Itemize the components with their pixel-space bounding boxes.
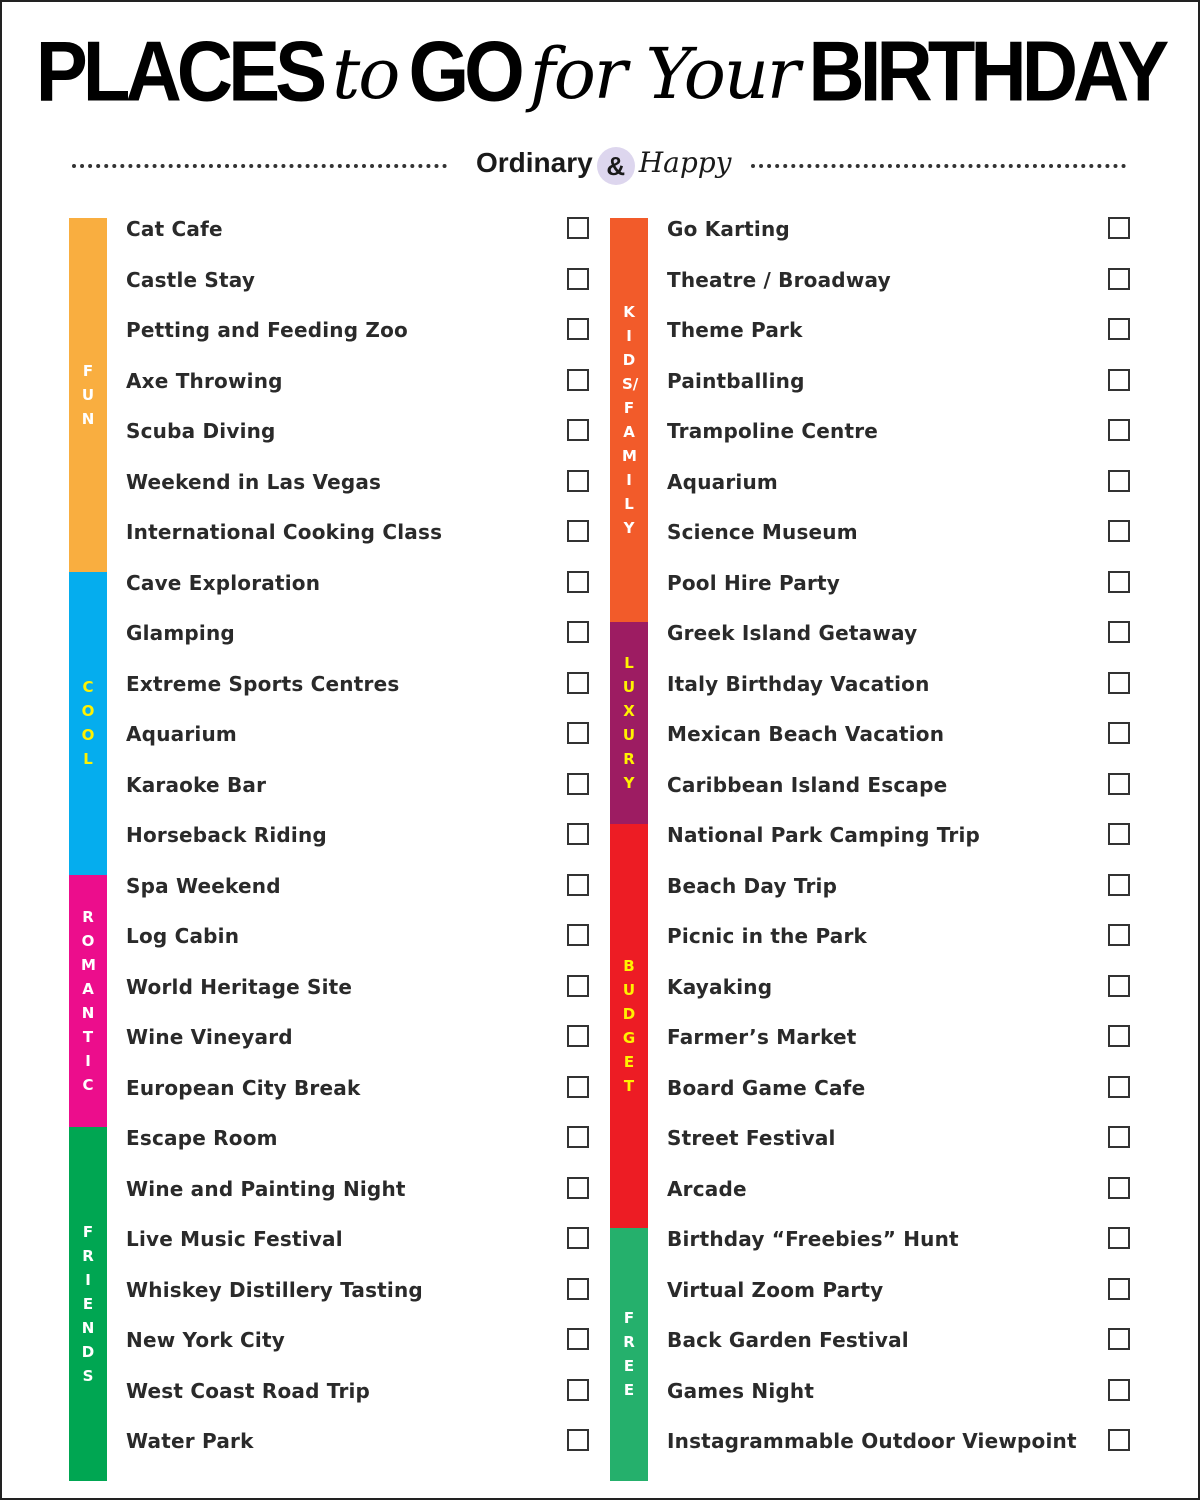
checklist-item (126, 1012, 589, 1062)
category-bar-friends (69, 1127, 107, 1481)
category-bar-cool (69, 572, 107, 875)
checkbox[interactable] (567, 1278, 589, 1300)
checklist-item-label: Farmer’s Market (667, 1025, 857, 1049)
brand-logo (476, 146, 731, 185)
checklist-item (126, 709, 589, 759)
page-title (2, 22, 1198, 120)
checklist-item (667, 608, 1130, 658)
checklist-item-label: Paintballing (667, 368, 805, 393)
checklist-item (667, 1366, 1130, 1416)
checklist-item-label: Water Park (126, 1429, 254, 1453)
checklist-item (667, 1416, 1130, 1466)
checkbox[interactable] (567, 1379, 589, 1401)
checkbox[interactable] (1108, 1227, 1130, 1249)
checkbox[interactable] (1108, 874, 1130, 896)
brand-ampersand-badge: & (597, 147, 635, 185)
checkbox[interactable] (1108, 672, 1130, 694)
checklist-item (126, 810, 589, 860)
checklist-item (667, 406, 1130, 456)
checklist-item-label: Live Music Festival (126, 1227, 343, 1251)
checklist-item (667, 305, 1130, 355)
checklist-item (126, 255, 589, 305)
brand-word-ordinary: Ordinary (476, 147, 593, 178)
checklist-item-label: Cat Cafe (126, 217, 223, 241)
checklist-item (667, 760, 1130, 810)
category-bar-kids-family (610, 218, 648, 622)
checkbox[interactable] (567, 369, 589, 391)
checklist-item-label: Mexican Beach Vacation (667, 722, 945, 746)
checkbox[interactable] (567, 874, 589, 896)
dotted-divider-right (751, 164, 1126, 168)
checkbox[interactable] (1108, 924, 1130, 946)
checklist-item (126, 558, 589, 608)
category-label: LUXURY (622, 654, 636, 792)
checklist-item (126, 507, 589, 557)
checkbox[interactable] (1108, 470, 1130, 492)
checklist-item (667, 204, 1130, 254)
checkbox[interactable] (567, 318, 589, 340)
checklist-item (126, 962, 589, 1012)
checklist-item-label: Castle Stay (126, 267, 256, 292)
brand-word-happy: Happy (638, 146, 732, 179)
checklist-item (126, 760, 589, 810)
checklist-item (126, 608, 589, 658)
checklist-item-label: Science Museum (667, 520, 858, 544)
checklist-item-label: Board Game Cafe (667, 1075, 866, 1100)
checkbox[interactable] (567, 773, 589, 795)
checkbox[interactable] (567, 621, 589, 643)
checkbox[interactable] (1108, 419, 1130, 441)
checkbox[interactable] (1108, 268, 1130, 290)
category-label: ROMANTIC (81, 907, 96, 1094)
checkbox[interactable] (1108, 369, 1130, 391)
checklist-item-label: Wine Vineyard (126, 1025, 293, 1049)
checkbox[interactable] (567, 975, 589, 997)
checkbox[interactable] (1108, 520, 1130, 542)
checklist-item (126, 1315, 589, 1365)
checkbox[interactable] (567, 924, 589, 946)
checklist-item-label: Virtual Zoom Party (667, 1277, 884, 1302)
checklist-item (667, 558, 1130, 608)
brand-byline (64, 140, 1134, 190)
checklist-item-label: Arcade (667, 1176, 747, 1201)
checkbox[interactable] (567, 217, 589, 239)
checklist-item-label: New York City (126, 1328, 285, 1352)
checklist-item-label: World Heritage Site (126, 974, 353, 999)
checklist-item (126, 1416, 589, 1466)
checklist-item-label: Spa Weekend (126, 873, 281, 898)
category-bar-budget (610, 824, 648, 1228)
checklist-item (667, 962, 1130, 1012)
checklist-item-label: Scuba Diving (126, 419, 276, 443)
checklist-item (667, 356, 1130, 406)
checklist-item-label: Beach Day Trip (667, 873, 838, 898)
checklist-item-label: Theatre / Broadway (667, 267, 891, 292)
title-word-go: GO (408, 22, 520, 120)
checkbox[interactable] (1108, 318, 1130, 340)
checklist-item-label: Instagrammable Outdoor Viewpoint (667, 1429, 1077, 1453)
checklist-item (126, 659, 589, 709)
category-bar-free (610, 1228, 648, 1481)
checklist-item (667, 1315, 1130, 1365)
checklist-item (667, 659, 1130, 709)
checklist-item (667, 1113, 1130, 1163)
category-label: FUN (81, 361, 95, 428)
checklist-item-label: Axe Throwing (126, 368, 283, 393)
checklist-item-label: Horseback Riding (126, 823, 327, 847)
checklist-item-label: Escape Room (126, 1126, 278, 1150)
checkbox[interactable] (567, 1429, 589, 1451)
checklist-item-label: Pool Hire Party (667, 570, 841, 595)
checkbox[interactable] (567, 1328, 589, 1350)
checkbox[interactable] (1108, 1076, 1130, 1098)
checklist-item-label: Picnic in the Park (667, 924, 868, 948)
checkbox[interactable] (1108, 621, 1130, 643)
checklist-item (126, 1214, 589, 1264)
checkbox[interactable] (567, 1025, 589, 1047)
checklist-item-label: Go Karting (667, 217, 790, 241)
checklist-item (667, 1214, 1130, 1264)
checklist-item (126, 305, 589, 355)
checkbox[interactable] (567, 672, 589, 694)
checkbox[interactable] (567, 1177, 589, 1199)
title-word-birthday: BIRTHDAY (808, 22, 1165, 120)
checkbox[interactable] (567, 1227, 589, 1249)
checkbox[interactable] (1108, 1278, 1130, 1300)
checklist-item-label: Log Cabin (126, 924, 240, 948)
checklist-item-label: Aquarium (667, 469, 778, 494)
checklist-item (667, 1063, 1130, 1113)
checklist-item (126, 204, 589, 254)
checklist-item-label: European City Break (126, 1075, 361, 1100)
checklist-item (126, 861, 589, 911)
checklist-item-label: West Coast Road Trip (126, 1378, 371, 1403)
checklist-item (667, 255, 1130, 305)
checklist-item-label: Weekend in Las Vegas (126, 469, 382, 494)
checklist-item (667, 810, 1130, 860)
checkbox[interactable] (1108, 1126, 1130, 1148)
checklist-item (667, 1164, 1130, 1214)
category-bar-romantic (69, 875, 107, 1128)
category-bar-fun (69, 218, 107, 572)
category-label: BUDGET (622, 957, 636, 1095)
checklist-item (667, 861, 1130, 911)
category-label: FRIENDS (81, 1222, 95, 1385)
title-word-to: to (332, 33, 399, 115)
checklist-item (667, 1012, 1130, 1062)
checklist-item-label: Birthday “Freebies” Hunt (667, 1227, 959, 1251)
category-label: COOL (81, 678, 95, 768)
checklist-item-label: International Cooking Class (126, 520, 443, 544)
checkbox[interactable] (567, 1076, 589, 1098)
checkbox[interactable] (1108, 217, 1130, 239)
checkbox[interactable] (567, 520, 589, 542)
checkbox[interactable] (567, 1126, 589, 1148)
checklist-item-label: Karaoke Bar (126, 772, 267, 797)
checklist-item-label: Petting and Feeding Zoo (126, 318, 408, 342)
checklist-item (126, 1164, 589, 1214)
dotted-divider-left (72, 164, 447, 168)
checklist-item-label: National Park Camping Trip (667, 823, 981, 847)
checkbox[interactable] (567, 268, 589, 290)
checklist-item-label: Street Festival (667, 1126, 836, 1150)
checklist-item-label: Glamping (126, 621, 235, 645)
checkbox[interactable] (1108, 823, 1130, 845)
checklist-item (126, 406, 589, 456)
checkbox[interactable] (567, 722, 589, 744)
checklist-item (667, 457, 1130, 507)
checklist-item (667, 1265, 1130, 1315)
checklist-item (126, 1113, 589, 1163)
checklist-item-label: Trampoline Centre (667, 419, 879, 443)
checklist-item-label: Aquarium (126, 722, 237, 746)
checkbox[interactable] (1108, 773, 1130, 795)
checklist-item (667, 709, 1130, 759)
checkbox[interactable] (1108, 975, 1130, 997)
checklist-item-label: Italy Birthday Vacation (667, 671, 930, 696)
checklist-item (126, 1063, 589, 1113)
checkbox[interactable] (567, 571, 589, 593)
checkbox[interactable] (1108, 1328, 1130, 1350)
checkbox[interactable] (1108, 1177, 1130, 1199)
checklist-item (667, 507, 1130, 557)
checklist-item-label: Kayaking (667, 974, 773, 999)
checkbox[interactable] (567, 470, 589, 492)
category-label: KIDS/FAMILY (622, 303, 639, 537)
checkbox[interactable] (1108, 1025, 1130, 1047)
checklist-item (126, 1265, 589, 1315)
title-words-for-your: for Your (529, 33, 799, 115)
checklist-item-label: Extreme Sports Centres (126, 671, 400, 696)
checklist-item-label: Whiskey Distillery Tasting (126, 1277, 423, 1302)
checklist-item-label: Back Garden Festival (667, 1328, 909, 1352)
checklist-item-label: Greek Island Getaway (667, 621, 918, 645)
checklist-item (126, 911, 589, 961)
checklist-item-label: Games Night (667, 1378, 815, 1403)
checkbox[interactable] (567, 419, 589, 441)
checkbox[interactable] (567, 823, 589, 845)
checklist-item-label: Cave Exploration (126, 570, 321, 595)
category-label: FREE (623, 1309, 635, 1400)
checkbox[interactable] (1108, 722, 1130, 744)
checklist-item (126, 356, 589, 406)
checklist-item-label: Theme Park (667, 318, 803, 342)
category-bar-luxury (610, 622, 648, 824)
checkbox[interactable] (1108, 571, 1130, 593)
checkbox[interactable] (1108, 1379, 1130, 1401)
checklist-item-label: Caribbean Island Escape (667, 772, 948, 797)
title-word-places: PLACES (35, 22, 323, 120)
checklist-item (126, 457, 589, 507)
checkbox[interactable] (1108, 1429, 1130, 1451)
checklist-item (667, 911, 1130, 961)
checklist-item (126, 1366, 589, 1416)
checklist-item-label: Wine and Painting Night (126, 1176, 406, 1201)
